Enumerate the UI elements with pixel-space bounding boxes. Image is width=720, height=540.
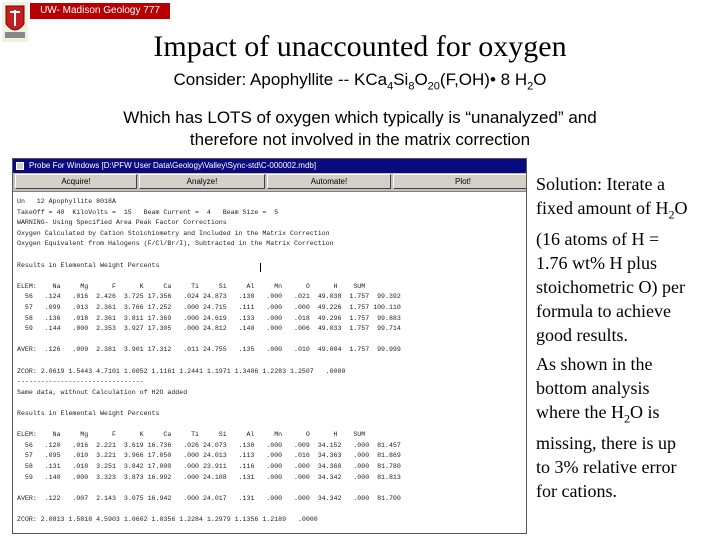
acquire-button[interactable]: Acquire! — [15, 174, 137, 189]
log-line: ELEM: Na Mg F K Ca Ti Si Al Mn O H SUM — [17, 431, 366, 439]
log-line: -------------------------------- — [17, 378, 144, 386]
log-line: Results in Elemental Weight Percents — [17, 261, 160, 269]
probe-for-windows-window — [12, 158, 527, 534]
log-line: Un 12 Apophyllite 8018A — [17, 198, 116, 205]
oxygen-note: Which has LOTS of oxygen which typically is “unanalyzed” and therefore not involved in the matrix correction — [123, 108, 597, 149]
log-line: TakeOff = 40 KiloVolts = 15 Beam Current = 4 Beam Size = 5 — [17, 208, 279, 216]
log-line: Oxygen Calculated by Cation Stoichiometry and Included in the Matrix Correction — [17, 229, 330, 237]
course-banner: UW- Madison Geology 777 — [30, 3, 170, 19]
error-explanation: As shown in the bottom analysis where the $H_2O$ is missing, there is up to 3% relative error for cations. — [536, 354, 677, 501]
log-line: 59 .140 .000 3.323 3.873 16.992 .000 24.108 .131 .000 .000 34.342 .000 81.813 — [17, 473, 401, 481]
consider-formula: Consider: Apophyllite -- $KCa_4Si_8O_{20}(F,OH)•$ 8 $H_2O$ — [173, 70, 547, 93]
log-line: 58 .131 .018 3.251 3.842 17.000 .000 23.911 .116 .000 .000 34.360 .000 81.780 — [17, 463, 401, 470]
slide-title: Impact of unaccounted for oxygen — [153, 30, 567, 63]
log-line: 59 .144 .000 2.353 3.927 17.305 .000 24.812 .140 .000 .006 49.033 1.757 99.714 — [17, 325, 401, 333]
analyze-button[interactable]: Analyze! — [139, 174, 265, 189]
log-line: 57 .099 .013 2.361 3.766 17.252 .000 24.715 .111 .000 .000 49.226 1.757 100.110 — [17, 304, 401, 311]
window-title: Probe For Windows [D:\PFW User Data\Geology\Valley\Sync-std\C-000002.mdb] — [29, 161, 317, 170]
log-line: Same data, without Calculation of H2O added — [17, 388, 188, 396]
plot-button[interactable]: Plot! — [393, 174, 527, 189]
log-line: Results in Elemental Weight Percents — [17, 410, 160, 417]
log-line: AVER: .122 .007 2.143 3.075 16.942 .000 24.017 .131 .000 .000 34.342 .000 81.700 — [17, 494, 401, 502]
analysis-log[interactable] — [13, 192, 526, 533]
log-line: ZCOR: 2.0813 1.5818 4.5903 1.0602 1.0356 1.2284 1.2979 1.1356 1.2189 .0000 — [17, 516, 318, 523]
toolbar — [13, 173, 526, 192]
app-icon — [16, 162, 24, 170]
log-line: AVER: .126 .009 2.381 3.901 17.312 .011 24.755 .135 .000 .010 49.004 1.757 99.999 — [17, 346, 401, 354]
log-line: 57 .095 .010 3.221 3.966 17.050 .000 24.013 .113 .000 .016 34.363 .000 81.869 — [17, 452, 401, 460]
solution-text: Solution: Iterate a fixed amount of $H_2O$ (16 atoms of H = 1.76 wt% H plus stoichometric O) per formula to achieve good results. — [536, 174, 688, 345]
log-line: WARNING- Using Specified Area Peak Factor Corrections — [17, 219, 227, 227]
log-line: 56 .124 .016 2.426 3.725 17.356 .024 24.873 .130 .000 .021 49.038 1.757 99.392 — [17, 293, 401, 301]
log-line: ELEM: Na Mg F K Ca Ti Si Al Mn O H SUM — [17, 282, 366, 290]
log-line: 58 .136 .018 2.361 3.811 17.369 .000 24.619 .133 .000 .018 49.296 1.757 99.883 — [17, 314, 401, 322]
automate-button[interactable]: Automate! — [267, 174, 391, 189]
log-line: Oxygen Equivalent from Halogens (F/Cl/Br/I), Subtracted in the Matrix Correction — [17, 240, 334, 248]
window-titlebar[interactable] — [13, 159, 526, 173]
log-line: ZCOR: 2.0619 1.5443 4.7101 1.0052 1.1161 1.2441 1.1971 1.3406 1.2283 1.2507 .0000 — [17, 367, 346, 375]
log-line: 56 .120 .016 2.221 3.619 16.736 .026 24.073 .130 .000 .009 34.152 .000 81.457 — [17, 441, 401, 449]
text-cursor — [260, 263, 261, 272]
